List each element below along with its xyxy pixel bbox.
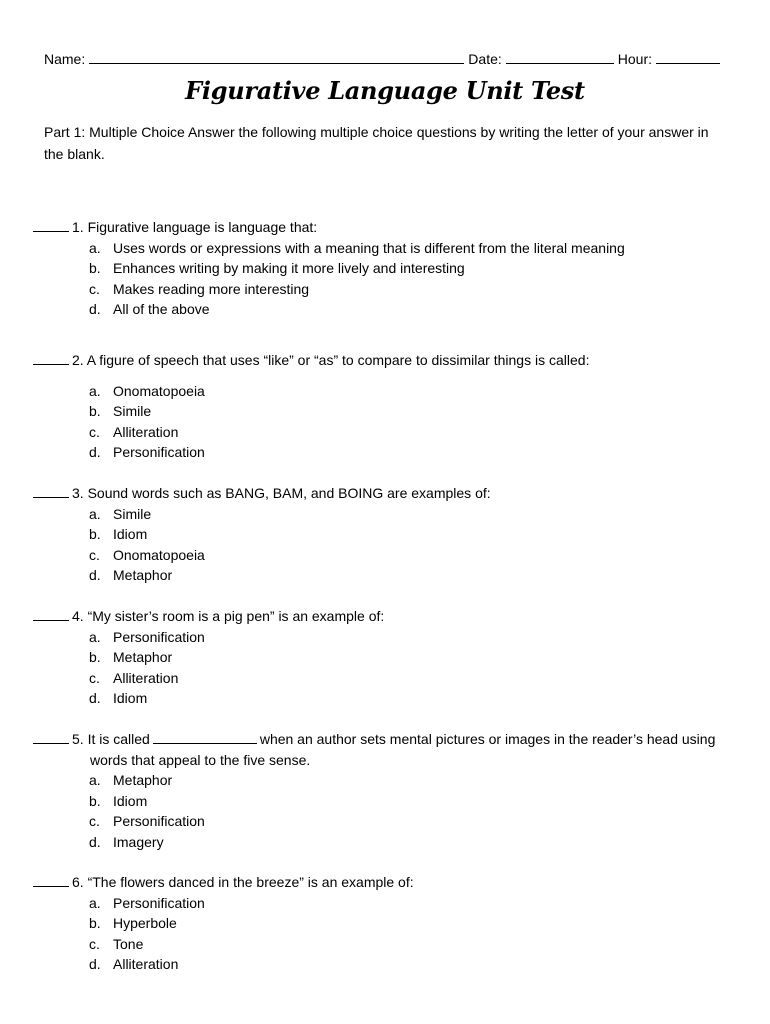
option-letter: c. — [89, 423, 100, 440]
answer-blank-2[interactable] — [33, 350, 69, 365]
option-letter: a. — [89, 505, 101, 522]
option-list — [33, 381, 733, 463]
option-letter: d. — [89, 690, 101, 706]
option-item — [33, 811, 733, 832]
option-list — [33, 893, 733, 975]
page-title: Figurative Language Unit Test — [185, 76, 585, 105]
answer-blank-4[interactable] — [33, 606, 69, 621]
option-text: Metaphor — [113, 567, 173, 583]
option-letter: b. — [89, 526, 101, 542]
option-text: Simile — [113, 403, 152, 419]
option-letter: c. — [89, 935, 100, 952]
option-letter: d. — [89, 567, 101, 583]
option-item — [33, 258, 733, 279]
option-item — [33, 832, 733, 853]
option-item — [33, 893, 733, 914]
option-text: All of the above — [113, 301, 210, 317]
date-blank[interactable] — [506, 49, 614, 64]
question-stem-start: 5. It is called — [72, 731, 150, 747]
date-label: Date: — [468, 51, 502, 67]
option-letter: a. — [89, 239, 101, 256]
option-item — [33, 401, 733, 422]
instructions: Part 1: Multiple Choice Answer the following multiple choice questions by writing the letter of your answer in the blank. — [44, 124, 709, 162]
hour-label: Hour: — [617, 51, 652, 67]
question-stem: 6. “The flowers danced in the breeze” is an example of: — [72, 874, 414, 890]
option-text: Personification — [113, 444, 205, 460]
option-text: Onomatopoeia — [113, 546, 205, 563]
option-list — [33, 627, 733, 709]
question-stem: 4. “My sister’s room is a pig pen” is an example of: — [72, 608, 385, 624]
header-fields — [44, 47, 720, 67]
option-letter: c. — [89, 280, 100, 297]
option-text: Idiom — [113, 690, 148, 706]
option-text: Alliteration — [113, 669, 179, 686]
option-text: Metaphor — [113, 649, 173, 665]
option-text: Uses words or expressions with a meaning that is different from the literal meaning — [113, 239, 625, 256]
option-item — [33, 647, 733, 668]
option-letter: c. — [89, 813, 100, 829]
option-item — [33, 913, 733, 934]
option-text: Personification — [113, 628, 205, 645]
option-text: Alliteration — [113, 423, 179, 440]
question-1 — [33, 217, 733, 320]
option-item — [33, 688, 733, 709]
option-item — [33, 422, 733, 443]
option-letter: d. — [89, 444, 101, 460]
question-stem-continuation: words that appeal to the five sense. — [90, 751, 311, 768]
option-text: Enhances writing by making it more lively and interesting — [113, 260, 465, 276]
option-item — [33, 299, 733, 320]
option-item — [33, 279, 733, 300]
option-item — [33, 238, 733, 259]
option-text: Simile — [113, 505, 152, 522]
question-6 — [33, 872, 733, 975]
question-stem-end: when an author sets mental pictures or images in the reader’s head using — [259, 731, 716, 747]
question-stem: 2. A figure of speech that uses “like” or “as” to compare to dissimilar things is called: — [72, 352, 590, 368]
answer-blank-3[interactable] — [33, 483, 69, 498]
question-3 — [33, 483, 733, 586]
question-stem: 1. Figurative language is language that: — [72, 219, 318, 235]
option-item — [33, 504, 733, 525]
answer-blank-5[interactable] — [33, 729, 69, 744]
option-text: Makes reading more interesting — [113, 280, 310, 297]
option-text: Idiom — [113, 526, 148, 542]
option-letter: b. — [89, 403, 101, 419]
option-text: Idiom — [113, 792, 148, 809]
option-letter: c. — [89, 669, 100, 686]
option-list — [33, 238, 733, 320]
option-item — [33, 545, 733, 566]
option-text: Metaphor — [113, 772, 173, 788]
option-item — [33, 627, 733, 648]
fill-in-blank[interactable] — [153, 731, 257, 744]
option-text: Imagery — [113, 833, 164, 850]
name-blank[interactable] — [89, 49, 464, 64]
option-item — [33, 442, 733, 463]
option-letter: a. — [89, 382, 101, 399]
option-text: Personification — [113, 813, 205, 829]
option-item — [33, 524, 733, 545]
option-item — [33, 934, 733, 955]
option-letter: d. — [89, 833, 101, 850]
option-list — [33, 504, 733, 586]
option-letter: d. — [89, 301, 101, 317]
option-letter: b. — [89, 649, 101, 665]
name-label: Name: — [44, 51, 86, 67]
option-item — [33, 770, 733, 791]
option-item — [33, 791, 733, 812]
answer-blank-6[interactable] — [33, 872, 69, 887]
answer-blank-1[interactable] — [33, 217, 69, 232]
option-text: Personification — [113, 894, 205, 911]
option-text: Alliteration — [113, 956, 179, 972]
option-letter: d. — [89, 956, 101, 972]
option-letter: b. — [89, 792, 101, 809]
option-text: Hyperbole — [113, 915, 177, 931]
option-text: Onomatopoeia — [113, 382, 205, 399]
option-letter: a. — [89, 628, 101, 645]
option-item — [33, 954, 733, 975]
question-5 — [33, 729, 733, 852]
option-letter: a. — [89, 772, 101, 788]
option-letter: a. — [89, 894, 101, 911]
question-2 — [33, 350, 733, 463]
option-letter: c. — [89, 546, 100, 563]
question-stem: 3. Sound words such as BANG, BAM, and BOING are examples of: — [72, 485, 491, 501]
question-4 — [33, 606, 733, 709]
option-item — [33, 565, 733, 586]
option-letter: b. — [89, 260, 101, 276]
hour-blank[interactable] — [656, 49, 720, 64]
option-list — [33, 770, 733, 852]
option-item — [33, 381, 733, 402]
option-item — [33, 668, 733, 689]
option-text: Tone — [113, 935, 144, 952]
option-letter: b. — [89, 915, 101, 931]
